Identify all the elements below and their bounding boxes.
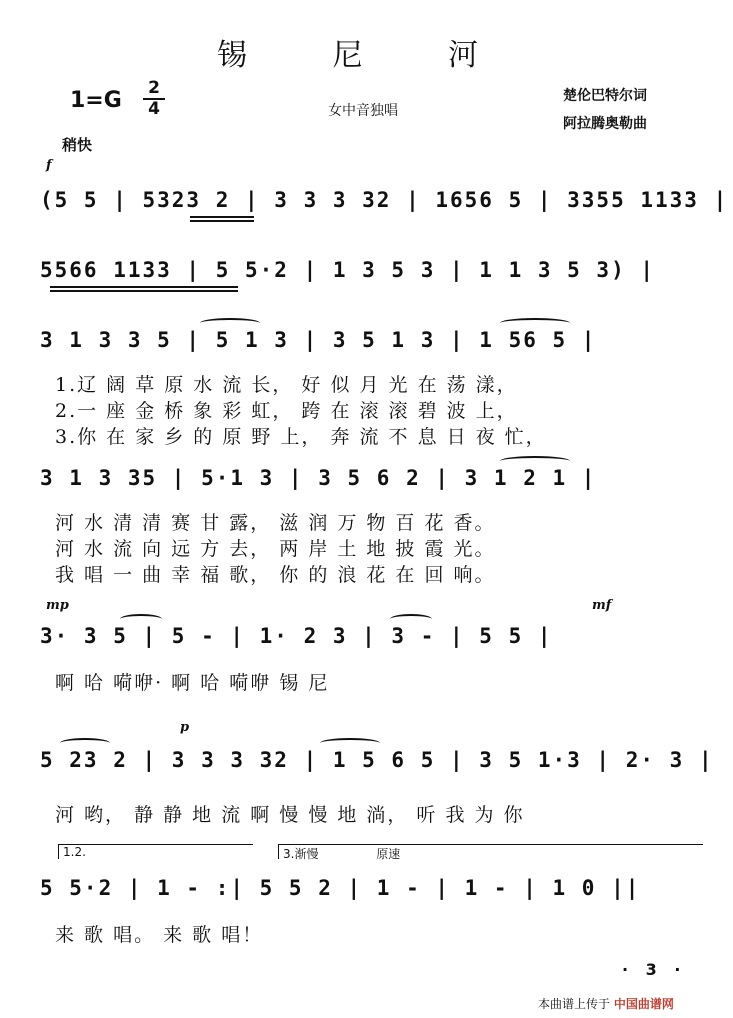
third-ending bbox=[278, 844, 703, 859]
dynamic-p: p bbox=[180, 720, 190, 735]
verse-block-1 bbox=[55, 372, 695, 450]
verse-3-line-1: 3.你 在 家 乡 的 原 野 上， 奔 流 不 息 日 夜 忙， bbox=[55, 426, 547, 448]
lyrics-row-6: 河 哟， 静 静 地 流 啊 慢 慢 地 淌， 听 我 为 你 bbox=[55, 804, 525, 826]
lyrics-row-7: 来 歌 唱。 来 歌 唱！ bbox=[55, 924, 264, 946]
beam bbox=[50, 290, 238, 292]
verse-1-line-2: 河 水 清 清 赛 甘 露， 滋 润 万 物 百 花 香。 bbox=[55, 512, 496, 534]
notes-row-5: 3· 3 5 | 5 - | 1· 2 3 | 3 - | 5 5 | bbox=[40, 624, 553, 648]
verse-2-line-2: 河 水 流 向 远 方 去， 两 岸 土 地 披 霞 光。 bbox=[55, 538, 496, 560]
footer-brand[interactable]: 中国曲谱网 bbox=[613, 997, 674, 1011]
beam bbox=[190, 216, 254, 218]
slur bbox=[200, 318, 260, 328]
dynamic-mf: mf bbox=[592, 598, 612, 613]
slur bbox=[390, 614, 432, 624]
page-title: 锡 尼 河 bbox=[216, 38, 517, 73]
staff-row-6 bbox=[40, 748, 720, 782]
third-ending-label: 3.渐慢 bbox=[283, 847, 319, 861]
tempo-return: 原速 bbox=[376, 847, 401, 861]
verse-1-line-1: 1.辽 阔 草 原 水 流 长， 好 似 月 光 在 荡 漾， bbox=[55, 374, 518, 396]
lyricist: 楚伦巴特尔词 bbox=[563, 88, 647, 104]
lyrics-row-5: 啊 哈 嗬咿· 啊 哈 嗬咿 锡 尼 bbox=[55, 672, 330, 694]
tempo-marking: 稍快 bbox=[62, 136, 93, 154]
credits bbox=[563, 82, 647, 138]
verse-block-2 bbox=[55, 510, 695, 588]
staff-row-2 bbox=[40, 258, 720, 292]
slur bbox=[500, 456, 570, 466]
notes-row-4: 3 1 3 35 | 5·1 3 | 3 5 6 2 | 3 1 2 1 | bbox=[40, 466, 597, 490]
notes-row-1: (5 5 | 5323 2 | 3 3 3 32 | 1656 5 | 3355 1133 | bbox=[40, 188, 729, 212]
meter-bottom: 4 bbox=[148, 99, 160, 119]
time-signature bbox=[143, 80, 165, 118]
slur bbox=[60, 738, 110, 748]
staff-row-1 bbox=[40, 188, 729, 222]
footer-prefix: 本曲谱上传于 bbox=[538, 997, 611, 1011]
meter-top: 2 bbox=[148, 78, 160, 98]
beam bbox=[190, 220, 254, 222]
dynamic-mp: mp bbox=[46, 598, 69, 613]
footer-source bbox=[538, 995, 674, 1012]
verse-2-line-1: 2.一 座 金 桥 象 彩 虹， 跨 在 滚 滚 碧 波 上， bbox=[55, 400, 518, 422]
staff-row-4 bbox=[40, 466, 720, 500]
key-signature: 1=G bbox=[70, 88, 122, 113]
first-ending: 1.2. bbox=[58, 844, 253, 859]
beam bbox=[50, 286, 238, 288]
page-number: · 3 · bbox=[622, 960, 687, 979]
staff-row-3 bbox=[40, 328, 720, 362]
dynamic-f: f bbox=[46, 158, 52, 173]
staff-row-5 bbox=[40, 624, 720, 658]
notes-row-3: 3 1 3 3 5 | 5 1 3 | 3 5 1 3 | 1 56 5 | bbox=[40, 328, 597, 352]
notes-row-6: 5 23 2 | 3 3 3 32 | 1 5 6 5 | 3 5 1·3 | 2· 3 | bbox=[40, 748, 714, 772]
notes-row-7: 5 5·2 | 1 - :| 5 5 2 | 1 - | 1 - | 1 0 || bbox=[40, 876, 641, 900]
slur bbox=[320, 738, 380, 748]
notes-row-2: 5566 1133 | 5 5·2 | 1 3 5 3 | 1 1 3 5 3) | bbox=[40, 258, 656, 282]
verse-3-line-2: 我 唱 一 曲 幸 福 歌， 你 的 浪 花 在 回 响。 bbox=[55, 564, 496, 586]
voice-type: 女中音独唱 bbox=[328, 103, 398, 119]
slur bbox=[500, 318, 570, 328]
composer: 阿拉腾奥勒曲 bbox=[563, 116, 647, 132]
slur bbox=[120, 614, 162, 624]
staff-row-7 bbox=[40, 876, 720, 910]
